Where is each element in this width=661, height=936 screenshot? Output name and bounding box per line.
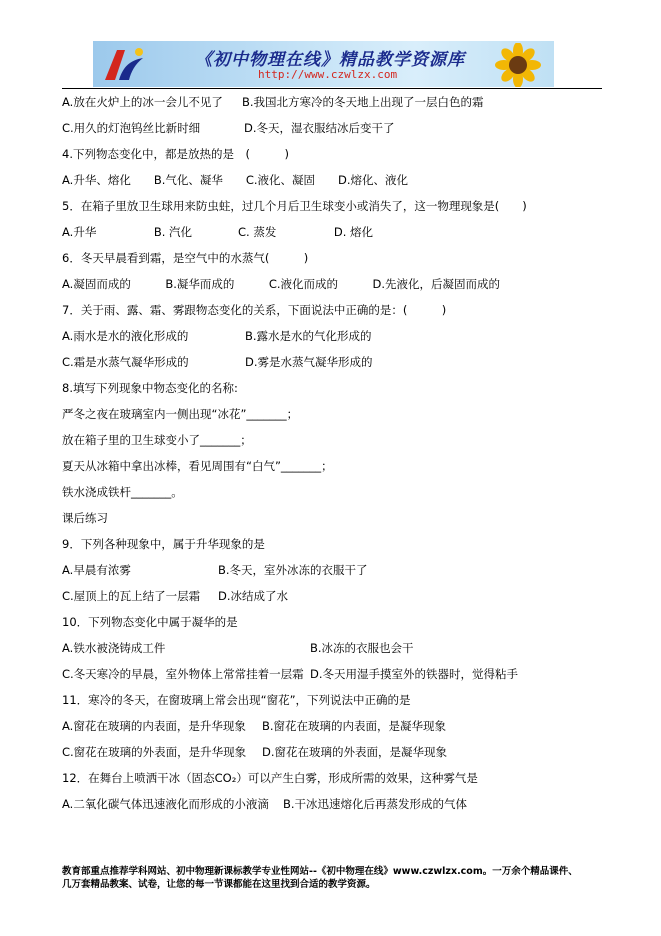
text-line [62, 537, 265, 551]
line-text-second-column: B.冰冻的衣服也会干 [310, 641, 414, 655]
text-line [62, 121, 395, 135]
line-text: 9．下列各种现象中，属于升华现象的是 [62, 537, 265, 551]
line-text: C.冬天寒冷的早晨，室外物体上常常挂着一层霜 [62, 667, 304, 681]
text-line [62, 381, 238, 395]
line-text: 4.下列物态变化中，都是放热的是 ( ) [62, 147, 289, 161]
text-line [62, 485, 183, 499]
header-divider [62, 88, 602, 89]
line-text: A.升华 B. 汽化 C. 蒸发 D. 熔化 [62, 225, 374, 239]
line-text-second-column: D.冬天，湿衣服结冰后变干了 [244, 121, 395, 135]
text-line [62, 329, 372, 343]
text-line [62, 771, 478, 785]
line-text: C.用久的灯泡钨丝比新时细 [62, 121, 201, 135]
line-text: A.窗花在玻璃的内表面，是升华现象 [62, 719, 246, 733]
text-line [62, 303, 446, 317]
line-text: C.屋顶上的瓦上结了一层霜 [62, 589, 201, 603]
text-line [62, 355, 373, 369]
text-line [62, 641, 414, 655]
text-line [62, 693, 411, 707]
line-text: 7．关于雨、露、霜、雾跟物态变化的关系，下面说法中正确的是：( ) [62, 303, 447, 317]
footer-line-1: 教育部重点推荐学科网站、初中物理新课标教学专业性网站--《初中物理在线》www.czwlzx.com。一万余个精品课件、 [62, 866, 578, 877]
line-text: A.二氧化碳气体迅速液化而形成的小液滴 [62, 797, 269, 811]
line-text: A.放在火炉上的冰一会儿不见了 [62, 95, 223, 109]
line-text-second-column: B.我国北方寒冷的冬天地上出现了一层白色的霜 [242, 95, 484, 109]
line-text: C.窗花在玻璃的外表面，是升华现象 [62, 745, 247, 759]
text-line [62, 615, 238, 629]
sunflower-icon [486, 43, 550, 87]
header-banner [93, 41, 554, 87]
line-text: 10．下列物态变化中属于凝华的是 [62, 615, 238, 629]
text-line [62, 407, 298, 421]
line-text: 6．冬天早晨看到霜，是空气中的水蒸气( ) [62, 251, 309, 265]
line-text: 12．在舞台上喷洒干冰（固态CO₂）可以产生白雾，形成所需的效果，这种雾气是 [62, 771, 478, 785]
text-line [62, 277, 500, 291]
text-line [62, 589, 289, 603]
text-line [62, 511, 108, 525]
line-text-second-column: D.冬天用湿手摸室外的铁器时，觉得粘手 [310, 667, 519, 681]
line-text: 11．寒冷的冬天，在窗玻璃上常会出现“窗花”，下列说法中正确的是 [62, 693, 411, 707]
text-line [62, 433, 252, 447]
line-text: 5．在箱子里放卫生球用来防虫蛀，过几个月后卫生球变小或消失了，这一物理现象是( ) [62, 199, 527, 213]
line-text-second-column: B.干冰迅速熔化后再蒸发形成的气体 [283, 797, 468, 811]
line-text-second-column: B.露水是水的气化形成的 [245, 329, 372, 343]
line-text: A.早晨有浓雾 [62, 563, 131, 577]
line-text: A.升华、熔化 B.气化、凝华 C.液化、凝固 D.熔化、液化 [62, 173, 409, 187]
banner-url: http://www.czwlzx.com [258, 68, 398, 81]
text-line [62, 251, 308, 265]
line-text-second-column: D.雾是水蒸气凝华形成的 [245, 355, 373, 369]
line-text: 夏天从冰箱中拿出冰棒，看见周围有“白气”_______； [62, 459, 333, 473]
text-line [62, 95, 484, 109]
footer-line-2: 几万套精品教案、试卷，让您的每一节课都能在这里找到合适的教学资源。 [62, 879, 376, 890]
text-line [62, 459, 333, 473]
text-line [62, 745, 448, 759]
line-text-second-column: D.窗花在玻璃的外表面，是凝华现象 [262, 745, 448, 759]
text-line [62, 147, 289, 161]
line-text: 放在箱子里的卫生球变小了_______； [62, 433, 252, 447]
line-text: 8.填写下列现象中物态变化的名称: [62, 381, 238, 395]
line-text: A.铁水被浇铸成工件 [62, 641, 166, 655]
text-line [62, 173, 408, 187]
site-logo-icon [101, 44, 147, 84]
text-line [62, 667, 519, 681]
banner-title: 《初中物理在线》精品教学资源库 [195, 50, 465, 70]
line-text: 严冬之夜在玻璃室内一侧出现“冰花”_______； [62, 407, 299, 421]
line-text: C.霜是水蒸气凝华形成的 [62, 355, 189, 369]
text-line [62, 797, 468, 811]
text-line [62, 719, 447, 733]
line-text-second-column: D.冰结成了水 [218, 589, 289, 603]
text-line [62, 225, 373, 239]
line-text: A.凝固而成的 B.凝华而成的 C.液化而成的 D.先液化，后凝固而成的 [62, 277, 501, 291]
text-line [62, 563, 368, 577]
line-text-second-column: B.窗花在玻璃的内表面，是凝华现象 [262, 719, 447, 733]
line-text-second-column: B.冬天，室外冰冻的衣服干了 [218, 563, 368, 577]
line-text: 铁水浇成铁杆_______。 [62, 485, 183, 499]
text-line [62, 199, 527, 213]
line-text: A.雨水是水的液化形成的 [62, 329, 189, 343]
line-text: 课后练习 [62, 511, 108, 525]
